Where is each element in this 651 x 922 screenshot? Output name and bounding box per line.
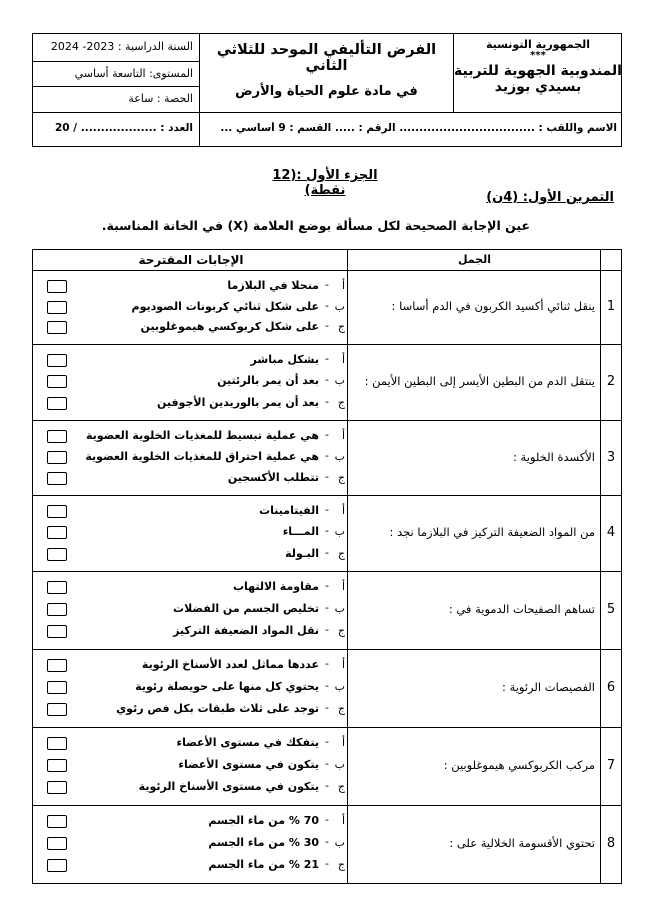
option-letter: ب	[334, 836, 345, 849]
header-divider	[33, 61, 199, 62]
option-letter: ج	[337, 624, 345, 637]
option-text: يتكون في مستوى الأسناخ الرئوية	[138, 780, 319, 793]
option-letter: أ	[341, 504, 345, 517]
option-dash: -	[325, 701, 329, 714]
option-letter: أ	[341, 429, 345, 442]
question-text: تحتوي الأقسومة الخلالية على :	[449, 836, 595, 850]
score-field: العدد : ................... / 20	[55, 122, 193, 134]
table-row	[33, 344, 621, 421]
option-letter: أ	[341, 658, 345, 671]
country-name: الجمهورية التونسية	[485, 38, 591, 51]
option-dash: -	[325, 779, 329, 792]
table-row	[33, 571, 621, 650]
level: المستوى: التاسعة أساسي	[74, 67, 193, 80]
header-divider	[33, 112, 621, 113]
option-dash: -	[325, 545, 329, 559]
col-header-sentences: الجمل	[457, 253, 492, 266]
option-text: 70 % من ماء الجسم	[208, 814, 319, 827]
option-dash: -	[325, 579, 329, 592]
option-text: هي عملية تبسيط للمغذيات الخلوية العضوية	[85, 429, 319, 442]
option-letter: ب	[334, 299, 345, 313]
answer-checkbox[interactable]	[47, 321, 67, 334]
answer-checkbox[interactable]	[47, 659, 67, 672]
header-divider	[33, 86, 199, 87]
option-text: عددها مماثل لعدد الأسناخ الرئوية	[141, 658, 319, 671]
header-ministry	[454, 38, 622, 95]
option-letter: ج	[337, 546, 345, 560]
option-dash: -	[325, 657, 329, 670]
question-number: 6	[606, 680, 616, 695]
answer-checkbox[interactable]	[47, 548, 67, 561]
header-divider	[199, 112, 200, 146]
region-name: بسيدي بوزيد	[494, 79, 582, 95]
question-number: 8	[606, 836, 616, 851]
answer-checkbox[interactable]	[47, 815, 67, 828]
school-year: السنة الدراسية : 2023- 2024	[50, 40, 193, 53]
option-dash: -	[325, 319, 329, 333]
option-text: تخليص الجسم من الفضلات	[173, 602, 319, 615]
answer-checkbox[interactable]	[47, 354, 67, 367]
question-number: 4	[606, 525, 616, 540]
answer-checkbox[interactable]	[47, 280, 67, 293]
question-table	[32, 249, 622, 884]
option-letter: ج	[337, 858, 345, 871]
option-letter: ج	[337, 780, 345, 793]
option-text: مقاومة الالتهاب	[232, 580, 319, 593]
option-text: يتكون في مستوى الأعضاء	[178, 758, 319, 771]
option-letter: ج	[337, 471, 345, 484]
option-letter: ب	[334, 525, 345, 539]
option-letter: ب	[334, 758, 345, 771]
option-text: 21 % من ماء الجسم	[208, 858, 319, 871]
answer-checkbox[interactable]	[47, 859, 67, 872]
answer-checkbox[interactable]	[47, 397, 67, 410]
part-title: الجزء الأول :(12 نقطة)	[272, 168, 378, 198]
option-text: يتفكك في مستوى الأعضاء	[176, 736, 319, 749]
option-dash: -	[325, 373, 329, 387]
student-info-line: الاسم واللقب : .................................. الرقم : ..... القسم : 9 أساسي ...	[220, 122, 617, 134]
answer-checkbox[interactable]	[47, 451, 67, 464]
option-letter: ب	[334, 450, 345, 463]
exercise-title: التمرين الأول: (4ن)	[486, 190, 614, 205]
question-number: 3	[606, 449, 616, 465]
option-letter: ب	[334, 602, 345, 615]
question-text: من المواد الضعيفة التركيز في البلازما نجد :	[389, 525, 595, 539]
question-number: 5	[606, 602, 616, 617]
option-letter: أ	[341, 353, 345, 366]
option-dash: -	[325, 449, 329, 462]
question-text: الفصيصات الرئوية :	[502, 680, 595, 694]
option-text: نقل المواد الضعيفة التركيز	[173, 624, 319, 637]
option-dash: -	[325, 857, 329, 870]
table-row	[33, 495, 621, 572]
answer-checkbox[interactable]	[47, 781, 67, 794]
option-dash: -	[325, 428, 329, 441]
answer-checkbox[interactable]	[47, 526, 67, 539]
option-dash: -	[325, 735, 329, 748]
directorate-name: المندوبية الجهوية للتربية	[454, 63, 622, 79]
question-number: 1	[606, 299, 616, 314]
option-dash: -	[325, 601, 329, 614]
option-letter: ج	[337, 320, 345, 334]
question-number: 2	[606, 374, 616, 389]
answer-checkbox[interactable]	[47, 625, 67, 638]
answer-checkbox[interactable]	[47, 430, 67, 443]
option-dash: -	[325, 835, 329, 848]
option-dash: -	[325, 298, 329, 312]
exam-title: الفرض التأليفي الموحد للثلاثي الثاني	[216, 42, 437, 74]
option-text: المـــاء	[282, 525, 319, 539]
option-dash: -	[325, 757, 329, 770]
option-letter: أ	[341, 279, 345, 292]
answer-checkbox[interactable]	[47, 472, 67, 485]
answer-checkbox[interactable]	[47, 603, 67, 616]
option-text: تتطلب الأكسجين	[227, 471, 319, 484]
question-text: ينقل ثنائي أكسيد الكربون في الدم أساسا :	[391, 299, 595, 313]
option-dash: -	[325, 623, 329, 636]
option-text: الفيتامينات	[259, 504, 319, 517]
option-dash: -	[325, 524, 329, 538]
stars: ***	[530, 50, 546, 61]
table-row	[33, 420, 621, 496]
table-row	[33, 805, 621, 884]
option-text: منحلا في البلازما	[227, 279, 319, 292]
option-text: على شكل ثنائي كربونات الصوديوم	[131, 299, 319, 313]
header-title	[200, 42, 453, 99]
option-letter: أ	[341, 814, 345, 827]
option-letter: ج	[337, 395, 345, 409]
option-text: يحتوي كل منها على حويصلة رئوية	[135, 680, 319, 693]
option-text: توجد على ثلاث طبقات بكل فص رئوي	[116, 702, 319, 715]
option-text: 30 % من ماء الجسم	[208, 836, 319, 849]
option-text: بعد أن يمر بالوريدين الأجوفين	[156, 395, 319, 409]
question-text: الأكسدة الخلوية :	[513, 449, 595, 464]
table-row	[33, 649, 621, 728]
option-letter: أ	[341, 580, 345, 593]
question-text: تساهم الصفيحات الدموية في :	[448, 602, 595, 616]
option-letter: ب	[334, 680, 345, 693]
answer-checkbox[interactable]	[47, 737, 67, 750]
question-text: ينتقل الدم من البطين الأيسر إلى البطين الأيمن :	[364, 374, 595, 388]
option-letter: ج	[337, 702, 345, 715]
option-text: بعد أن يمر بالرئتين	[217, 374, 319, 388]
answer-checkbox[interactable]	[47, 681, 67, 694]
option-dash: -	[325, 503, 329, 516]
duration: الحصة : ساعة	[128, 92, 193, 105]
table-row	[33, 270, 621, 345]
answer-checkbox[interactable]	[47, 375, 67, 388]
exam-subject: في مادة علوم الحياة والأرض	[235, 84, 418, 99]
instruction: عين الإجابة الصحيحة لكل مسألة بوضع العلامة (X) في الخانة المناسبة.	[101, 218, 530, 233]
option-dash: -	[325, 470, 329, 483]
col-header-answers: الإجابات المقترحة	[138, 253, 244, 267]
option-text: هي عملية احتراق للمغذيات الخلوية العضوية	[85, 450, 319, 463]
option-dash: -	[325, 813, 329, 826]
question-number: 7	[606, 758, 616, 773]
answer-checkbox[interactable]	[47, 301, 67, 314]
answer-checkbox[interactable]	[47, 703, 67, 716]
answer-checkbox[interactable]	[47, 581, 67, 594]
option-letter: أ	[341, 736, 345, 749]
option-dash: -	[325, 394, 329, 408]
option-dash: -	[325, 352, 329, 365]
question-text: مركب الكربوكسي هيموغلوبين :	[443, 758, 595, 772]
option-text: على شكل كربوكسي هيموغلوبين	[140, 320, 319, 334]
option-text: بشكل مباشر	[250, 353, 319, 366]
option-dash: -	[325, 679, 329, 692]
answer-checkbox[interactable]	[47, 759, 67, 772]
table-row	[33, 727, 621, 806]
option-dash: -	[325, 278, 329, 291]
option-text: البـولة	[285, 546, 319, 560]
answer-checkbox[interactable]	[47, 505, 67, 518]
header-box	[32, 33, 622, 147]
answer-checkbox[interactable]	[47, 837, 67, 850]
option-letter: ب	[334, 374, 345, 388]
